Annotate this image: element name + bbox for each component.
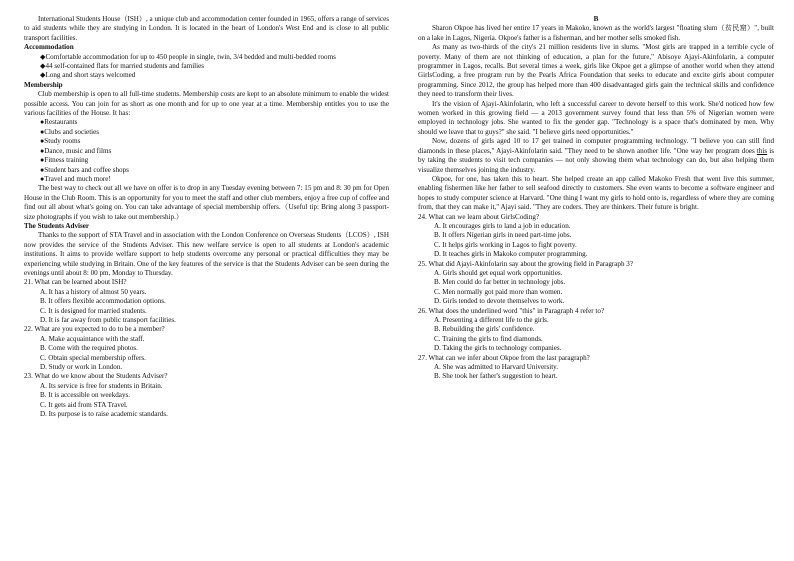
accommodation-list [24,53,389,81]
question-27 [418,354,774,382]
option-b: B. It offers flexible accommodation options. [40,297,166,306]
accommodation-heading: Accommodation [24,43,74,52]
option-d: D. It teaches girls in Makoko computer programming. [434,250,588,259]
option-b: B. Men could do far better in technology jobs. [434,278,566,287]
option-a: A. It encourages girls to land a job in education. [434,221,571,230]
question-25 [418,260,774,307]
passage-paragraph-4 [418,137,774,175]
option-a: A. Its service is free for students in Britain. [40,381,163,390]
passage-paragraph-3: It's the vision of Ajayi-Akinfolarin, who left a successful career to devote herself to this work. She'd noticed how few women worked in this growing field — a 2013 government survey found that less than 5% of Nigerian women were employed in technology jobs. She wanted to fix the gender gap. "Technology is a space that's dominated by men. Why should we leave that to guys?" she said. "I believe girls need opportunities." [418,99,774,136]
option-a: A. Girls should get equal work opportunities. [434,268,563,277]
question-stem: 22. What are you expected to do to be a member? [24,325,165,334]
option-d: D. Girls tended to devote themselves to work. [434,297,565,306]
list-item: ●Clubs and societies [40,127,100,136]
question-22 [24,325,389,372]
section-label: B [593,15,599,23]
option-c: C. Training the girls to find diamonds. [434,334,543,343]
option-a: A. She was admitted to Harvard University. [434,363,559,372]
passage-paragraph-1: Sharon Okpoe has lived her entire 17 years in Makoko, known as the world's largest "floating slum（贫民窟）", built on a lake in Lagos, Nigeria. Okpoe's father is a fisherman, and her mother sells smoked fish. [418,24,774,42]
question-stem: 26. What does the underlined word "this" in Paragraph 4 refer to? [418,306,605,315]
option-b: B. She took her father's suggestion to heart. [434,372,558,381]
question-23 [24,372,389,419]
list-item: ●Fitness training [40,156,89,165]
membership-paragraph: Club membership is open to all full-time students. Membership costs are kept to an absolute minimum to enable the widest possible access. You can join for as short as one month and for up to one year at a time. Membership entitles you to use the various facilities of the House. It has: [24,90,389,118]
list-item: ●Study rooms [40,137,81,146]
question-stem: 27. What can we infer about Okpoe from the last paragraph? [418,353,590,362]
option-c: C. Men normally got paid more than women. [434,287,563,296]
students-adviser-paragraph: Thanks to the support of STA Travel and in association with the London Conference on Overseas Students（LCOS）, ISH now provides the service of the Students Adviser. This new welfare service is open to all students at London's academic institutions. It aims to provide welfare support to help students overcome any personal or practical difficulties they may be experiencing while studying in Britain. One of the key features of the service is that the Students Adviser can be seen during the evenings until about 8: 00 pm, Monday to Thursday. [24,231,389,277]
open-house-paragraph: The best way to check out all we have on offer is to drop in any Tuesday evening between 7: 15 pm and 8: 30 pm for Open House in the Club Room. This is an opportunity for you to meet the staff and other club members, enjoy a free cup of coffee and find out all about what's going on. You can take advantage of special membership offers.（Useful tip: Bring along 3 passport-size photographs if you wish to take out membership.） [24,184,389,221]
question-stem: 24. What can we learn about GirlsCoding? [418,212,540,221]
option-d: D. Study or work in London. [40,363,123,372]
option-a: A. Make acquaintance with the staff. [40,334,145,343]
passage-paragraph-5: Okpoe, for one, has taken this to heart. She helped create an app called Makoko Fresh that went live this summer, enabling fishermen like her father to sell seafood directly to customers. She even wants to become a software engineer and hopes to study computer science at Harvard. "One thing I want my girls to hold onto is, regardless of where they are coming from, that they can make it," Ajayi said. "They are coders. They are thinkers. Their future is bright. [418,174,774,212]
option-a: A. It has a history of almost 50 years. [40,287,147,296]
question-21 [24,278,389,325]
paragraph-4-part-b: is by taking the students to visit tech companies — not only showing them what technology can do, but also helping them visualize themselves joining the industry. [418,146,774,174]
question-stem: 25. What did Ajayi-Akinfolarin say about the growing field in Paragraph 3? [418,259,633,268]
underlined-word: this [756,146,768,155]
option-b: B. It is accessible on weekdays. [40,391,131,400]
membership-heading: Membership [24,80,63,89]
option-c: C. It gets aid from STA Travel. [40,400,128,409]
list-item: ●Restaurants [40,118,78,127]
question-stem: 23. What do we know about the Students Adviser? [24,372,168,381]
facilities-list [24,118,389,184]
intro-paragraph: International Students House（ISH）, a unique club and accommodation center founded in 1965, offers a range of services to aid students while they are studying in London. It is located in the heart of London's West End and is close to all public transport facilities. [24,15,389,42]
left-column [24,15,389,419]
question-24 [418,213,774,260]
list-item: ●Student bars and coffee shops [40,165,129,174]
list-item: ◆Long and short stays welcomed [40,71,136,80]
right-column [418,15,774,382]
option-b: B. Rebuilding the girls' confidence. [434,325,535,334]
question-26 [418,307,774,354]
passage-paragraph-2: As many as two-thirds of the city's 21 million residents live in slums. "Most girls are trapped in a terrible cycle of poverty. Many of them are not thinking of education, a plan for the future," Abisoye Ajayi-Akinfolarin, a computer programmer in Lagos, recalls. But several times a week, girls like Okpoe get a glimpse of another world when they attend GirlsCoding, a free program run by the Pearls Africa Foundation that seeks to educate and excite girls about computer programming. Since 2012, the group has helped more than 400 disadvantaged girls gain the technical skills and confidence they need to transform their lives. [418,43,774,99]
question-stem: 21. What can be learned about ISH? [24,278,127,287]
option-d: D. It is far away from public transport facilities. [40,316,176,324]
paragraph-4-part-a: Now, dozens of girls aged 10 to 17 get trained in computer programming technology. "I believe you can still find diamonds in these places," Ajayi-Akinfolarin said. "They need to be shown another life. "One way her program does [418,137,774,155]
option-d: D. Its purpose is to raise academic standards. [40,410,168,419]
option-b: B. Come with the required photos. [40,344,138,353]
list-item: ●Travel and much more! [40,174,111,183]
option-c: C. Obtain special membership offers. [40,353,146,362]
option-c: C. It is designed for married students. [40,306,147,315]
students-adviser-heading: The Students Adviser [24,221,90,230]
option-d: D. Taking the girls to technology companies. [434,344,562,353]
option-a: A. Presenting a different life to the girls. [434,316,549,324]
option-c: C. It helps girls working in Lagos to fight poverty. [434,240,577,249]
list-item: ◆44 self-contained flats for married students and families [40,62,205,71]
list-item: ●Dance, music and films [40,146,112,155]
list-item: ◆Comfortable accommodation for up to 450 people in single, twin, 3/4 bedded and multi-bedded rooms [40,52,336,61]
option-b: B. It offers Nigerian girls in need part-time jobs. [434,231,572,240]
